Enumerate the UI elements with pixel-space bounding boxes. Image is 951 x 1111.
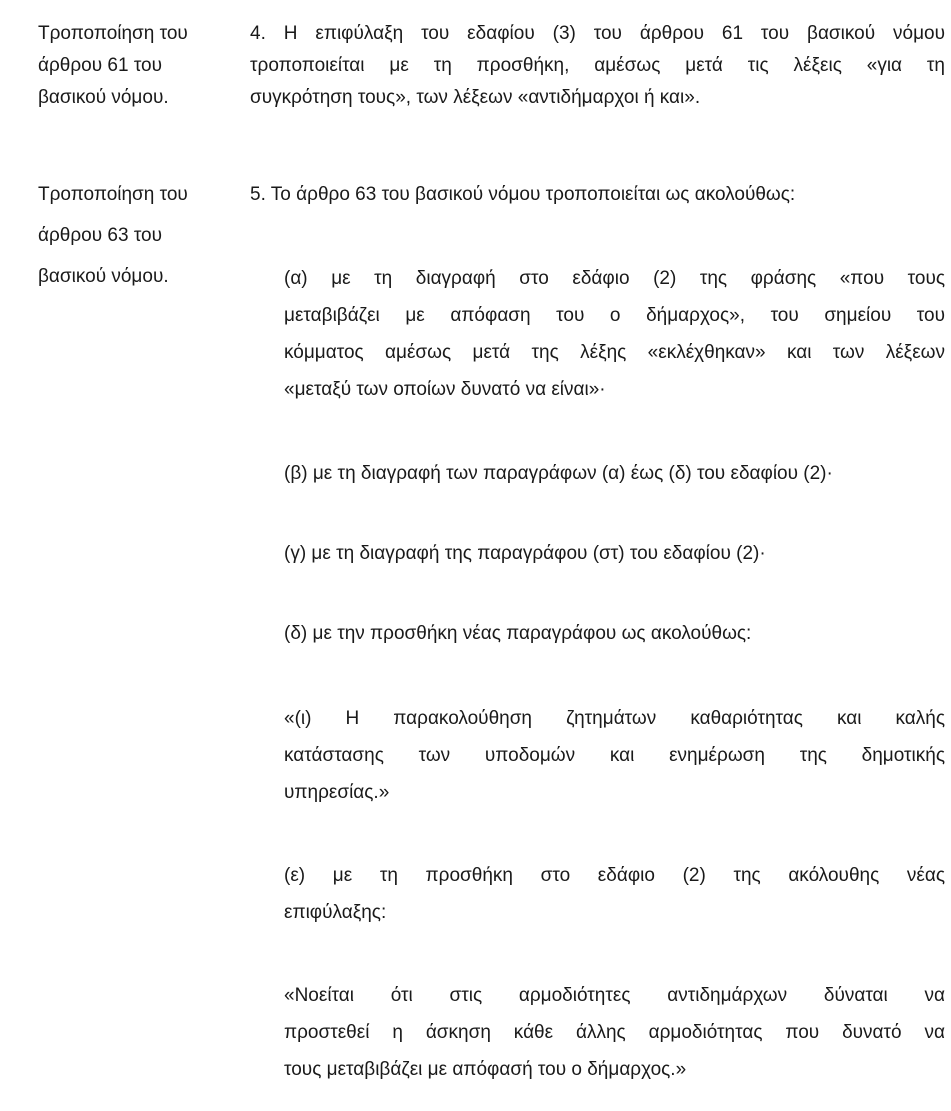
paragraph-5-intro <box>250 179 945 211</box>
quoted-proviso <box>284 977 945 1088</box>
item-delta <box>284 618 945 650</box>
paragraph-line: επιφύλαξης: <box>284 902 387 923</box>
margin-note-article-63 <box>38 179 238 293</box>
margin-note-line: Τροποποίηση του <box>38 23 188 44</box>
paragraph-line: (γ) με τη διαγραφή της παραγράφου (στ) του εδαφίου (2)· <box>284 543 766 564</box>
paragraph-line: (α) με τη διαγραφή στο εδάφιο (2) της φράσης «που τους <box>284 268 945 289</box>
paragraph-line: (ε) με τη προσθήκη στο εδάφιο (2) της ακόλουθης νέας <box>284 865 945 886</box>
item-beta <box>284 458 945 490</box>
margin-note-line: άρθρου 63 του <box>38 225 163 246</box>
margin-note-line: βασικού νόμου. <box>38 87 169 108</box>
paragraph-line: τροποποιείται με τη προσθήκη, αμέσως μετά τις λέξεις «για τη <box>250 55 945 76</box>
margin-note-line: άρθρου 61 του <box>38 55 163 76</box>
paragraph-4 <box>250 18 945 114</box>
paragraph-line: συγκρότηση τους», των λέξεων «αντιδήμαρχοι ή και». <box>250 87 701 108</box>
paragraph-line: 5. Το άρθρο 63 του βασικού νόμου τροποποιείται ως ακολούθως: <box>250 184 796 205</box>
item-epsilon <box>284 857 945 931</box>
item-alpha <box>284 260 945 408</box>
paragraph-line: «(ι) Η παρακολούθηση ζητημάτων καθαριότητας και καλής <box>284 708 945 729</box>
paragraph-line: κατάστασης των υποδομών και ενημέρωση της δημοτικής <box>284 745 945 766</box>
paragraph-line: (β) με τη διαγραφή των παραγράφων (α) έως (δ) του εδαφίου (2)· <box>284 463 833 484</box>
paragraph-line: (δ) με την προσθήκη νέας παραγράφου ως ακολούθως: <box>284 623 752 644</box>
margin-note-article-61 <box>38 18 238 114</box>
margin-note-line: βασικού νόμου. <box>38 266 169 287</box>
paragraph-line: υπηρεσίας.» <box>284 782 390 803</box>
paragraph-line: τους μεταβιβάζει με απόφασή του ο δήμαρχος.» <box>284 1059 687 1080</box>
item-gamma <box>284 538 945 570</box>
paragraph-line: «Νοείται ότι στις αρμοδιότητες αντιδημάρχων δύναται να <box>284 985 945 1006</box>
margin-note-line: Τροποποίηση του <box>38 184 188 205</box>
paragraph-line: «μεταξύ των οποίων δυνατό να είναι»· <box>284 379 606 400</box>
paragraph-line: μεταβιβάζει με απόφαση του ο δήμαρχος», του σημείου του <box>284 305 945 326</box>
quoted-paragraph-i <box>284 700 945 811</box>
paragraph-line: 4. Η επιφύλαξη του εδαφίου (3) του άρθρου 61 του βασικού νόμου <box>250 23 945 44</box>
paragraph-line: κόμματος αμέσως μετά της λέξης «εκλέχθηκαν» και των λέξεων <box>284 342 945 363</box>
paragraph-line: προστεθεί η άσκηση κάθε άλλης αρμοδιότητας που δυνατό να <box>284 1022 945 1043</box>
